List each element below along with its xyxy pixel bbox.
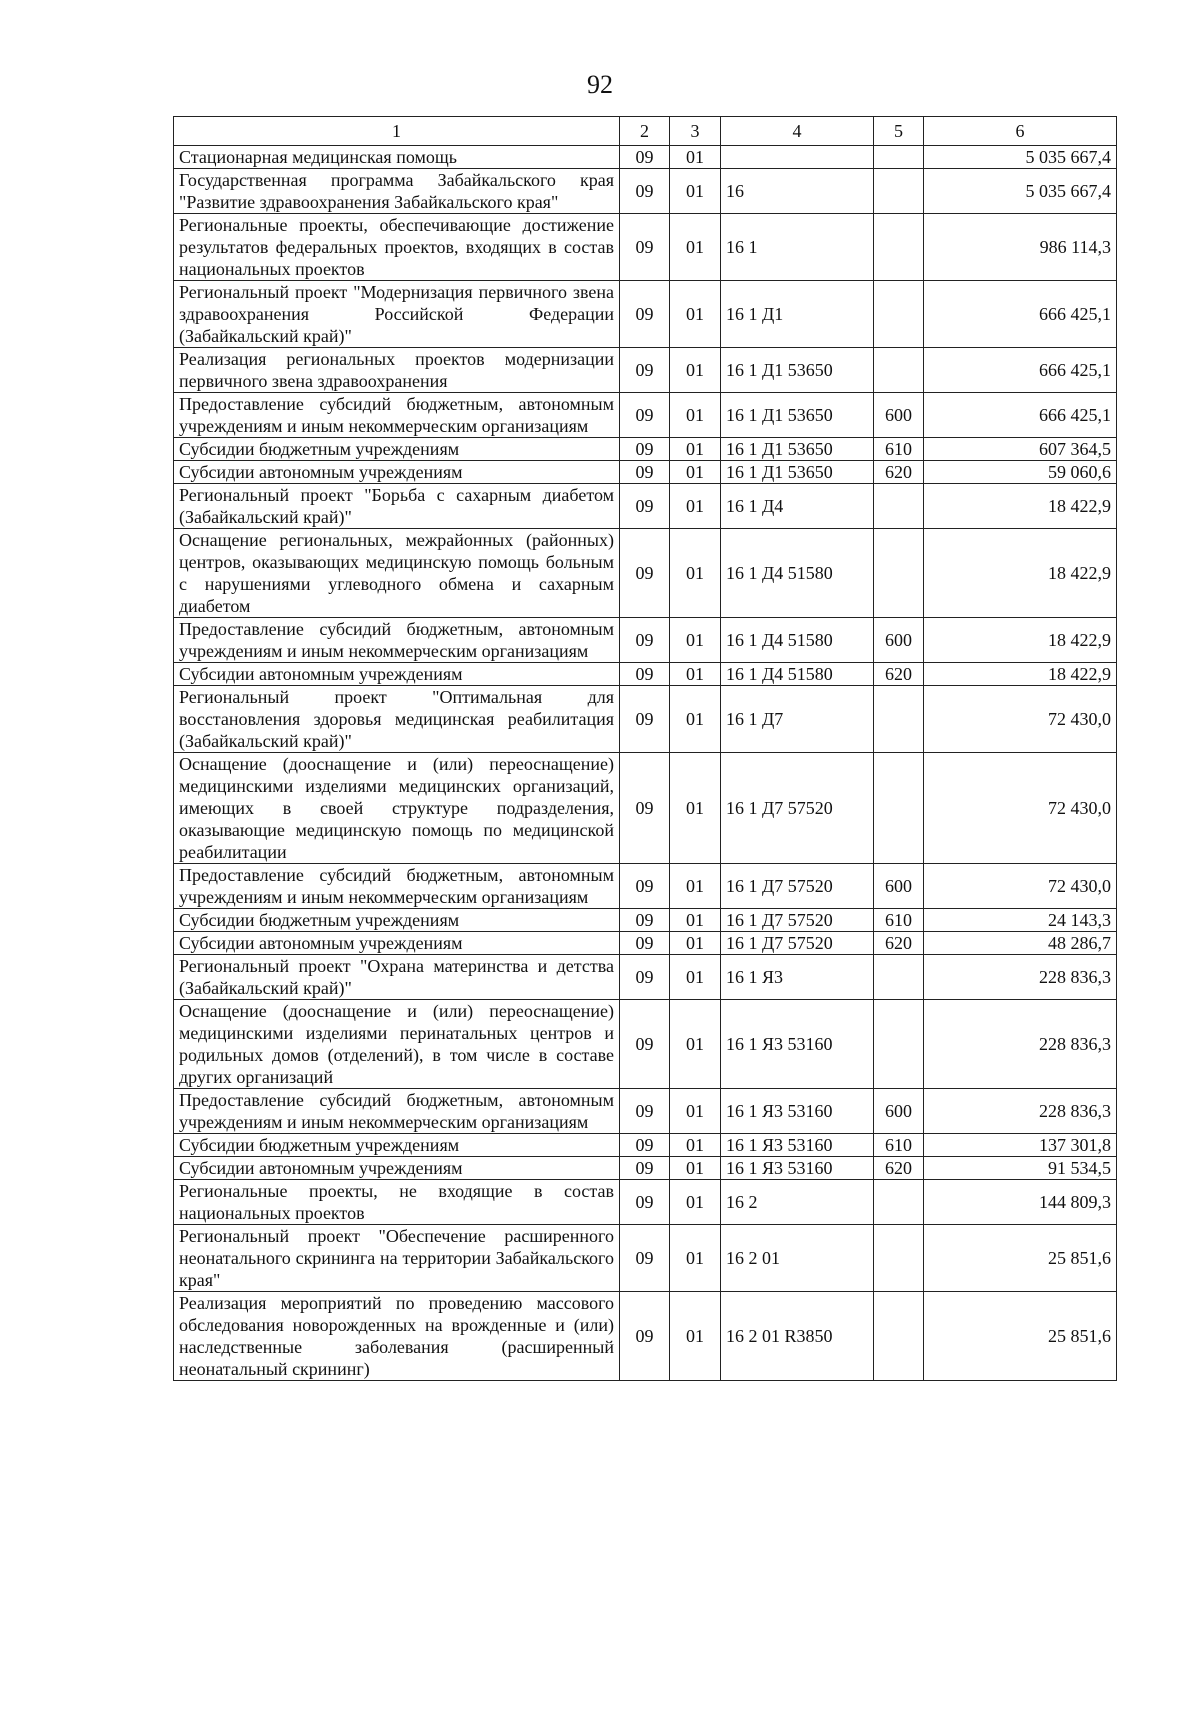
target-article-cell: 16 1 Д4 bbox=[721, 484, 874, 529]
expense-type-cell: 620 bbox=[874, 932, 924, 955]
amount-cell: 986 114,3 bbox=[924, 214, 1117, 281]
section-code-cell: 09 bbox=[620, 753, 670, 864]
section-code-cell: 09 bbox=[620, 955, 670, 1000]
section-code-cell: 09 bbox=[620, 214, 670, 281]
target-article-cell: 16 1 Д7 bbox=[721, 686, 874, 753]
table-row bbox=[174, 1225, 1117, 1292]
amount-cell: 18 422,9 bbox=[924, 529, 1117, 618]
target-article-cell: 16 1 Я3 bbox=[721, 955, 874, 1000]
target-article-cell: 16 1 Д1 53650 bbox=[721, 461, 874, 484]
target-article-cell bbox=[721, 146, 874, 169]
amount-cell: 666 425,1 bbox=[924, 348, 1117, 393]
subsection-code-cell: 01 bbox=[670, 618, 721, 663]
amount-cell: 18 422,9 bbox=[924, 618, 1117, 663]
section-code-cell: 09 bbox=[620, 1134, 670, 1157]
row-name-cell: Предоставление субсидий бюджетным, автономным учреждениям и иным некоммерческим организациям bbox=[174, 864, 620, 909]
subsection-code-cell: 01 bbox=[670, 864, 721, 909]
amount-cell: 24 143,3 bbox=[924, 909, 1117, 932]
row-name-cell: Субсидии автономным учреждениям bbox=[174, 461, 620, 484]
target-article-cell: 16 1 Я3 53160 bbox=[721, 1134, 874, 1157]
table-row bbox=[174, 686, 1117, 753]
subsection-code-cell: 01 bbox=[670, 932, 721, 955]
row-name-cell: Предоставление субсидий бюджетным, автономным учреждениям и иным некоммерческим организациям bbox=[174, 1089, 620, 1134]
subsection-code-cell: 01 bbox=[670, 393, 721, 438]
section-code-cell: 09 bbox=[620, 461, 670, 484]
subsection-code-cell: 01 bbox=[670, 461, 721, 484]
expense-type-cell: 610 bbox=[874, 438, 924, 461]
expense-type-cell bbox=[874, 214, 924, 281]
row-name-cell: Региональные проекты, не входящие в состав национальных проектов bbox=[174, 1180, 620, 1225]
section-code-cell: 09 bbox=[620, 1180, 670, 1225]
subsection-code-cell: 01 bbox=[670, 146, 721, 169]
expense-type-cell: 600 bbox=[874, 618, 924, 663]
section-code-cell: 09 bbox=[620, 484, 670, 529]
row-name-cell: Субсидии автономным учреждениям bbox=[174, 932, 620, 955]
table-row bbox=[174, 146, 1117, 169]
row-name-cell: Реализация региональных проектов модернизации первичного звена здравоохранения bbox=[174, 348, 620, 393]
amount-cell: 5 035 667,4 bbox=[924, 169, 1117, 214]
subsection-code-cell: 01 bbox=[670, 169, 721, 214]
target-article-cell: 16 2 bbox=[721, 1180, 874, 1225]
row-name-cell: Региональный проект "Модернизация первичного звена здравоохранения Российской Федерации (Забайкальский край)" bbox=[174, 281, 620, 348]
subsection-code-cell: 01 bbox=[670, 1134, 721, 1157]
table-row bbox=[174, 1134, 1117, 1157]
table-row bbox=[174, 438, 1117, 461]
table-row bbox=[174, 393, 1117, 438]
expense-type-cell bbox=[874, 753, 924, 864]
target-article-cell: 16 1 Я3 53160 bbox=[721, 1157, 874, 1180]
header-col-2: 2 bbox=[620, 117, 670, 146]
row-name-cell: Региональный проект "Обеспечение расширенного неонатального скрининга на территории Забайкальского края" bbox=[174, 1225, 620, 1292]
row-name-cell: Региональный проект "Охрана материнства и детства (Забайкальский край)" bbox=[174, 955, 620, 1000]
subsection-code-cell: 01 bbox=[670, 1180, 721, 1225]
target-article-cell: 16 1 Я3 53160 bbox=[721, 1000, 874, 1089]
section-code-cell: 09 bbox=[620, 438, 670, 461]
target-article-cell: 16 1 Д7 57520 bbox=[721, 932, 874, 955]
expense-type-cell bbox=[874, 955, 924, 1000]
expense-type-cell bbox=[874, 1225, 924, 1292]
section-code-cell: 09 bbox=[620, 663, 670, 686]
expense-type-cell: 620 bbox=[874, 663, 924, 686]
expense-type-cell: 600 bbox=[874, 1089, 924, 1134]
subsection-code-cell: 01 bbox=[670, 438, 721, 461]
table-row bbox=[174, 461, 1117, 484]
target-article-cell: 16 1 Д1 bbox=[721, 281, 874, 348]
table-body bbox=[174, 146, 1117, 1381]
row-name-cell: Государственная программа Забайкальского края "Развитие здравоохранения Забайкальского края" bbox=[174, 169, 620, 214]
subsection-code-cell: 01 bbox=[670, 1089, 721, 1134]
section-code-cell: 09 bbox=[620, 1225, 670, 1292]
row-name-cell: Предоставление субсидий бюджетным, автономным учреждениям и иным некоммерческим организациям bbox=[174, 618, 620, 663]
row-name-cell: Субсидии бюджетным учреждениям bbox=[174, 1134, 620, 1157]
target-article-cell: 16 bbox=[721, 169, 874, 214]
target-article-cell: 16 1 Д1 53650 bbox=[721, 393, 874, 438]
section-code-cell: 09 bbox=[620, 864, 670, 909]
expense-type-cell: 620 bbox=[874, 1157, 924, 1180]
page-number: 92 bbox=[587, 70, 613, 99]
header-col-3: 3 bbox=[670, 117, 721, 146]
target-article-cell: 16 1 Д1 53650 bbox=[721, 348, 874, 393]
target-article-cell: 16 1 Д7 57520 bbox=[721, 864, 874, 909]
expense-type-cell bbox=[874, 281, 924, 348]
amount-cell: 91 534,5 bbox=[924, 1157, 1117, 1180]
subsection-code-cell: 01 bbox=[670, 529, 721, 618]
table-row bbox=[174, 1157, 1117, 1180]
subsection-code-cell: 01 bbox=[670, 955, 721, 1000]
row-name-cell: Региональные проекты, обеспечивающие достижение результатов федеральных проектов, входящих в состав национальных проектов bbox=[174, 214, 620, 281]
header-col-1: 1 bbox=[174, 117, 620, 146]
subsection-code-cell: 01 bbox=[670, 909, 721, 932]
row-name-cell: Стационарная медицинская помощь bbox=[174, 146, 620, 169]
amount-cell: 72 430,0 bbox=[924, 753, 1117, 864]
table-row bbox=[174, 909, 1117, 932]
subsection-code-cell: 01 bbox=[670, 1225, 721, 1292]
subsection-code-cell: 01 bbox=[670, 663, 721, 686]
table-row bbox=[174, 1180, 1117, 1225]
row-name-cell: Оснащение (дооснащение и (или) переоснащение) медицинскими изделиями медицинских организаций, имеющих в своей структуре подразделения, оказывающие медицинскую помощь по медицинской реабилитации bbox=[174, 753, 620, 864]
subsection-code-cell: 01 bbox=[670, 1292, 721, 1381]
amount-cell: 228 836,3 bbox=[924, 955, 1117, 1000]
subsection-code-cell: 01 bbox=[670, 348, 721, 393]
row-name-cell: Региональный проект "Оптимальная для восстановления здоровья медицинская реабилитация (Забайкальский край)" bbox=[174, 686, 620, 753]
amount-cell: 25 851,6 bbox=[924, 1292, 1117, 1381]
expense-type-cell: 610 bbox=[874, 909, 924, 932]
section-code-cell: 09 bbox=[620, 1089, 670, 1134]
target-article-cell: 16 1 Д7 57520 bbox=[721, 909, 874, 932]
expense-type-cell bbox=[874, 484, 924, 529]
target-article-cell: 16 1 Я3 53160 bbox=[721, 1089, 874, 1134]
expense-type-cell bbox=[874, 348, 924, 393]
table-row bbox=[174, 214, 1117, 281]
amount-cell: 144 809,3 bbox=[924, 1180, 1117, 1225]
target-article-cell: 16 1 Д4 51580 bbox=[721, 529, 874, 618]
amount-cell: 137 301,8 bbox=[924, 1134, 1117, 1157]
amount-cell: 25 851,6 bbox=[924, 1225, 1117, 1292]
expense-type-cell bbox=[874, 1292, 924, 1381]
table-row bbox=[174, 484, 1117, 529]
expense-type-cell bbox=[874, 146, 924, 169]
expense-type-cell bbox=[874, 169, 924, 214]
row-name-cell: Субсидии бюджетным учреждениям bbox=[174, 438, 620, 461]
amount-cell: 18 422,9 bbox=[924, 663, 1117, 686]
header-col-6: 6 bbox=[924, 117, 1117, 146]
section-code-cell: 09 bbox=[620, 1157, 670, 1180]
expense-type-cell bbox=[874, 529, 924, 618]
subsection-code-cell: 01 bbox=[670, 484, 721, 529]
row-name-cell: Предоставление субсидий бюджетным, автономным учреждениям и иным некоммерческим организациям bbox=[174, 393, 620, 438]
amount-cell: 228 836,3 bbox=[924, 1000, 1117, 1089]
budget-table bbox=[173, 116, 1117, 1381]
amount-cell: 59 060,6 bbox=[924, 461, 1117, 484]
target-article-cell: 16 1 Д4 51580 bbox=[721, 663, 874, 686]
row-name-cell: Оснащение (дооснащение и (или) переоснащение) медицинскими изделиями перинатальных центров и родильных домов (отделений), в том числе в составе других организаций bbox=[174, 1000, 620, 1089]
table-row bbox=[174, 864, 1117, 909]
subsection-code-cell: 01 bbox=[670, 1157, 721, 1180]
expense-type-cell bbox=[874, 1180, 924, 1225]
subsection-code-cell: 01 bbox=[670, 281, 721, 348]
subsection-code-cell: 01 bbox=[670, 686, 721, 753]
row-name-cell: Субсидии автономным учреждениям bbox=[174, 663, 620, 686]
expense-type-cell: 600 bbox=[874, 864, 924, 909]
subsection-code-cell: 01 bbox=[670, 753, 721, 864]
row-name-cell: Субсидии бюджетным учреждениям bbox=[174, 909, 620, 932]
table-row bbox=[174, 663, 1117, 686]
table-row bbox=[174, 169, 1117, 214]
target-article-cell: 16 2 01 R3850 bbox=[721, 1292, 874, 1381]
expense-type-cell: 600 bbox=[874, 393, 924, 438]
target-article-cell: 16 1 bbox=[721, 214, 874, 281]
amount-cell: 228 836,3 bbox=[924, 1089, 1117, 1134]
table-row bbox=[174, 618, 1117, 663]
expense-type-cell: 620 bbox=[874, 461, 924, 484]
section-code-cell: 09 bbox=[620, 169, 670, 214]
amount-cell: 72 430,0 bbox=[924, 686, 1117, 753]
amount-cell: 18 422,9 bbox=[924, 484, 1117, 529]
amount-cell: 72 430,0 bbox=[924, 864, 1117, 909]
section-code-cell: 09 bbox=[620, 393, 670, 438]
section-code-cell: 09 bbox=[620, 281, 670, 348]
table-row bbox=[174, 932, 1117, 955]
target-article-cell: 16 2 01 bbox=[721, 1225, 874, 1292]
section-code-cell: 09 bbox=[620, 1292, 670, 1381]
amount-cell: 48 286,7 bbox=[924, 932, 1117, 955]
table-row bbox=[174, 753, 1117, 864]
section-code-cell: 09 bbox=[620, 348, 670, 393]
amount-cell: 666 425,1 bbox=[924, 281, 1117, 348]
table-row bbox=[174, 281, 1117, 348]
amount-cell: 5 035 667,4 bbox=[924, 146, 1117, 169]
header-col-4: 4 bbox=[721, 117, 874, 146]
section-code-cell: 09 bbox=[620, 686, 670, 753]
section-code-cell: 09 bbox=[620, 618, 670, 663]
table-row bbox=[174, 1089, 1117, 1134]
table-header-row bbox=[174, 117, 1117, 146]
section-code-cell: 09 bbox=[620, 932, 670, 955]
subsection-code-cell: 01 bbox=[670, 1000, 721, 1089]
amount-cell: 666 425,1 bbox=[924, 393, 1117, 438]
expense-type-cell bbox=[874, 686, 924, 753]
target-article-cell: 16 1 Д1 53650 bbox=[721, 438, 874, 461]
table-row bbox=[174, 348, 1117, 393]
row-name-cell: Оснащение региональных, межрайонных (районных) центров, оказывающих медицинскую помощь больным с нарушениями углеводного обмена и сахарным диабетом bbox=[174, 529, 620, 618]
table-row bbox=[174, 1292, 1117, 1381]
section-code-cell: 09 bbox=[620, 529, 670, 618]
row-name-cell: Региональный проект "Борьба с сахарным диабетом (Забайкальский край)" bbox=[174, 484, 620, 529]
amount-cell: 607 364,5 bbox=[924, 438, 1117, 461]
section-code-cell: 09 bbox=[620, 146, 670, 169]
expense-type-cell bbox=[874, 1000, 924, 1089]
expense-type-cell: 610 bbox=[874, 1134, 924, 1157]
row-name-cell: Реализация мероприятий по проведению массового обследования новорожденных на врожденные и (или) наследственные заболевания (расширенный неонатальный скрининг) bbox=[174, 1292, 620, 1381]
target-article-cell: 16 1 Д4 51580 bbox=[721, 618, 874, 663]
target-article-cell: 16 1 Д7 57520 bbox=[721, 753, 874, 864]
header-col-5: 5 bbox=[874, 117, 924, 146]
table-row bbox=[174, 1000, 1117, 1089]
table-row bbox=[174, 529, 1117, 618]
row-name-cell: Субсидии автономным учреждениям bbox=[174, 1157, 620, 1180]
table-row bbox=[174, 955, 1117, 1000]
section-code-cell: 09 bbox=[620, 909, 670, 932]
subsection-code-cell: 01 bbox=[670, 214, 721, 281]
section-code-cell: 09 bbox=[620, 1000, 670, 1089]
